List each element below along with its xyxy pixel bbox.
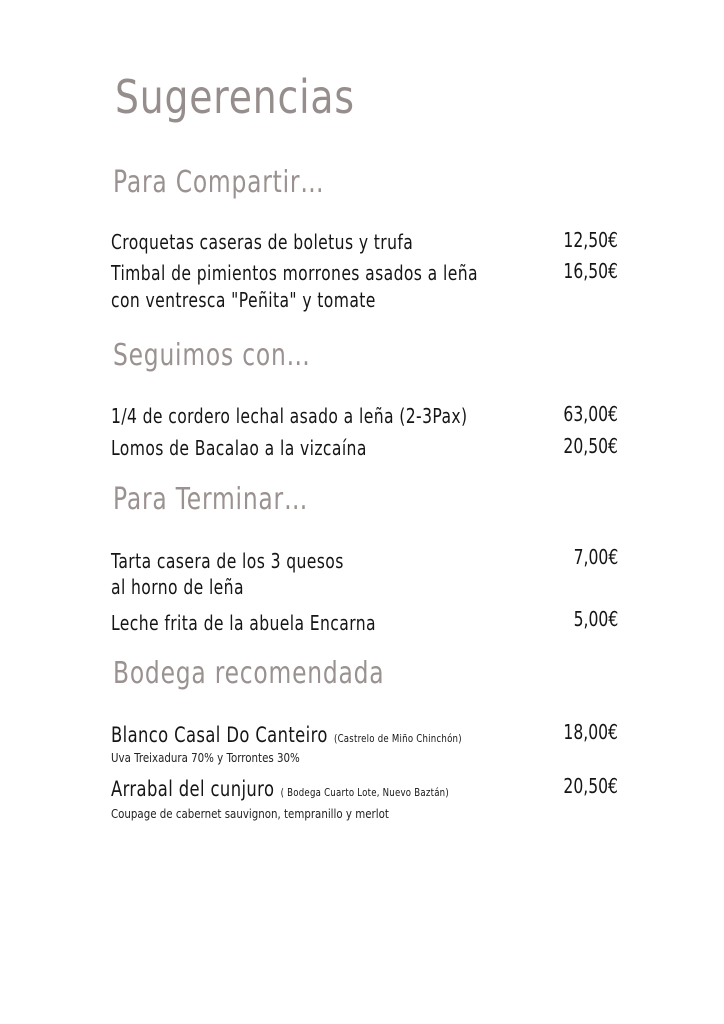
wine-description: Coupage de cabernet sauvignon, tempranillo y merlot (111, 806, 389, 821)
menu-item-name-line2: al horno de leña (111, 575, 244, 599)
menu-item-name: Lomos de Bacalao a la vizcaína (111, 436, 367, 460)
page-title: Sugerencias (115, 70, 355, 124)
menu-item-name: 1/4 de cordero lechal asado a leña (2-3Pax) (111, 404, 468, 428)
menu-item-price: 63,00€ (563, 402, 618, 426)
wine-item (111, 725, 462, 746)
menu-item-price: 5,00€ (573, 607, 618, 631)
menu-item-price: 7,00€ (573, 545, 618, 569)
wine-origin: (Castrelo de Miño Chinchón) (333, 732, 462, 745)
menu-item-price: 20,50€ (563, 434, 618, 458)
wine-price: 18,00€ (563, 720, 618, 744)
section-heading-seguimos-con: Seguimos con… (113, 338, 311, 373)
menu-item-name: Croquetas caseras de boletus y trufa (111, 230, 414, 254)
wine-origin: ( Bodega Cuarto Lote, Nuevo Baztán) (280, 786, 449, 799)
menu-item-name-line2: con ventresca "Peñita" y tomate (111, 288, 376, 312)
wine-price: 20,50€ (563, 774, 618, 798)
wine-name: Arrabal del cunjuro (111, 777, 275, 801)
menu-item-price: 16,50€ (563, 259, 618, 283)
menu-item-name: Tarta casera de los 3 quesos (111, 549, 344, 573)
section-heading-para-compartir: Para Compartir… (113, 165, 325, 200)
menu-item-name: Timbal de pimientos morrones asados a leña (111, 261, 478, 285)
wine-item (111, 779, 449, 800)
menu-item-name: Leche frita de la abuela Encarna (111, 611, 376, 635)
wine-name: Blanco Casal Do Canteiro (111, 723, 328, 747)
section-heading-para-terminar: Para Terminar… (113, 482, 309, 517)
wine-description: Uva Treixadura 70% y Torrontes 30% (111, 750, 300, 765)
menu-item-price: 12,50€ (563, 228, 618, 252)
section-heading-bodega: Bodega recomendada (113, 656, 385, 691)
